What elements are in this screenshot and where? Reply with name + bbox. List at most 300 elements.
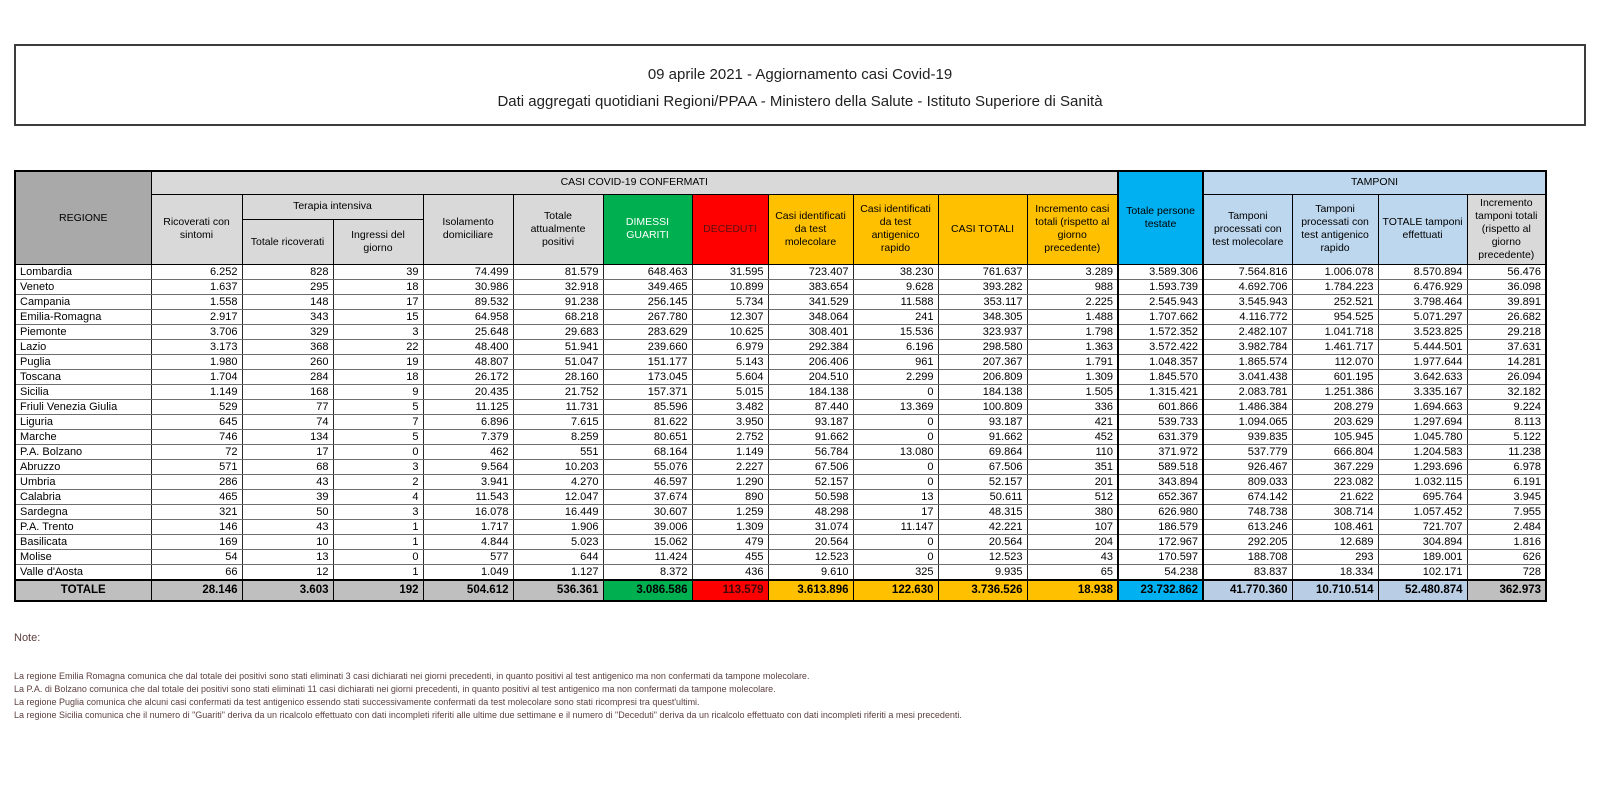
value-cell: 368 [242, 340, 333, 355]
value-cell: 571 [151, 460, 242, 475]
notes-label: Note: [14, 631, 41, 644]
value-cell: 4 [333, 490, 423, 505]
value-cell: 13 [853, 490, 938, 505]
value-cell: 353.117 [938, 295, 1027, 310]
value-cell: 652.367 [1118, 490, 1203, 505]
value-cell: 1.572.352 [1118, 325, 1203, 340]
value-cell: 577 [423, 550, 513, 565]
value-cell: 267.780 [603, 310, 692, 325]
value-cell: 3.482 [692, 400, 768, 415]
value-cell: 1.127 [513, 565, 603, 580]
value-cell: 3 [333, 460, 423, 475]
value-cell: 626 [1467, 550, 1546, 565]
total-cell: 3.736.526 [938, 580, 1027, 601]
value-cell: 2.299 [853, 370, 938, 385]
header-deceduti: DECEDUTI [692, 194, 768, 265]
value-cell: 146 [151, 520, 242, 535]
value-cell: 308.401 [768, 325, 853, 340]
value-cell: 348.305 [938, 310, 1027, 325]
value-cell: 9.564 [423, 460, 513, 475]
value-cell: 38.230 [853, 265, 938, 280]
value-cell: 452 [1027, 430, 1118, 445]
table-row [15, 400, 1546, 415]
value-cell: 43 [1027, 550, 1118, 565]
value-cell: 293 [1292, 550, 1378, 565]
value-cell: 380 [1027, 505, 1118, 520]
value-cell: 1.049 [423, 565, 513, 580]
value-cell: 54.238 [1118, 565, 1203, 580]
value-cell: 3.173 [151, 340, 242, 355]
total-cell: 536.361 [513, 580, 603, 601]
value-cell: 1.486.384 [1203, 400, 1292, 415]
value-cell: 5.143 [692, 355, 768, 370]
value-cell: 341.529 [768, 295, 853, 310]
value-cell: 304.894 [1378, 535, 1467, 550]
value-cell: 721.707 [1378, 520, 1467, 535]
value-cell: 292.205 [1203, 535, 1292, 550]
value-cell: 14.281 [1467, 355, 1546, 370]
value-cell: 20.435 [423, 385, 513, 400]
value-cell: 18 [333, 280, 423, 295]
value-cell: 10.625 [692, 325, 768, 340]
value-cell: 31.595 [692, 265, 768, 280]
value-cell: 1.798 [1027, 325, 1118, 340]
value-cell: 81.579 [513, 265, 603, 280]
value-cell: 83.837 [1203, 565, 1292, 580]
value-cell: 613.246 [1203, 520, 1292, 535]
value-cell: 939.835 [1203, 430, 1292, 445]
value-cell: 43 [242, 520, 333, 535]
value-cell: 18 [333, 370, 423, 385]
value-cell: 239.660 [603, 340, 692, 355]
value-cell: 626.980 [1118, 505, 1203, 520]
value-cell: 284 [242, 370, 333, 385]
table-row [15, 565, 1546, 580]
value-cell: 436 [692, 565, 768, 580]
note-line: La regione Sicilia comunica che il numero di "Guariti" deriva da un ricalcolo effettuato con dati incompleti riferiti alle ultime due settimane e il numero di "Deceduti" deriva da un ricalcolo effettuato con dati incompleti riferiti a mesi precedenti. [14, 709, 962, 720]
value-cell: 3.950 [692, 415, 768, 430]
value-cell: 512 [1027, 490, 1118, 505]
value-cell: 348.064 [768, 310, 853, 325]
value-cell: 3.572.422 [1118, 340, 1203, 355]
value-cell: 51.941 [513, 340, 603, 355]
table-row [15, 370, 1546, 385]
value-cell: 2.917 [151, 310, 242, 325]
value-cell: 1.149 [692, 445, 768, 460]
value-cell: 343 [242, 310, 333, 325]
value-cell: 1.293.696 [1378, 460, 1467, 475]
value-cell: 11.588 [853, 295, 938, 310]
value-cell: 173.045 [603, 370, 692, 385]
value-cell: 22 [333, 340, 423, 355]
value-cell: 479 [692, 535, 768, 550]
total-cell: 113.579 [692, 580, 768, 601]
value-cell: 1.488 [1027, 310, 1118, 325]
header-tamponi-molecolare: Tamponi processati con test molecolare [1203, 194, 1292, 265]
notes-lines [14, 670, 1586, 722]
value-cell: 12.307 [692, 310, 768, 325]
value-cell: 184.138 [938, 385, 1027, 400]
bulletin-subtitle: Dati aggregati quotidiani Regioni/PPAA - Ministero della Salute - Istituto Superiore di Sanità [497, 93, 1103, 110]
value-cell: 11.731 [513, 400, 603, 415]
value-cell: 72 [151, 445, 242, 460]
value-cell: 37.674 [603, 490, 692, 505]
value-cell: 48.400 [423, 340, 513, 355]
region-cell: Marche [15, 430, 151, 445]
value-cell: 1.637 [151, 280, 242, 295]
value-cell: 107 [1027, 520, 1118, 535]
value-cell: 298.580 [938, 340, 1027, 355]
value-cell: 325 [853, 565, 938, 580]
value-cell: 74.499 [423, 265, 513, 280]
header-casi-antigenico: Casi identificati da test antigenico rapido [853, 194, 938, 265]
value-cell: 203.629 [1292, 415, 1378, 430]
value-cell: 3.941 [423, 475, 513, 490]
value-cell: 15.536 [853, 325, 938, 340]
total-cell: 28.146 [151, 580, 242, 601]
value-cell: 1.315.421 [1118, 385, 1203, 400]
value-cell: 11.125 [423, 400, 513, 415]
value-cell: 21.622 [1292, 490, 1378, 505]
value-cell: 93.187 [938, 415, 1027, 430]
value-cell: 52.157 [938, 475, 1027, 490]
note-line: La regione Emilia Romagna comunica che dal totale dei positivi sono stati eliminati 3 casi dichiarati nei giorni precedenti, in quanto positivi al test antigenico ma non confermati da tampone molecolare. [14, 670, 810, 681]
value-cell: 723.407 [768, 265, 853, 280]
value-cell: 207.367 [938, 355, 1027, 370]
value-cell: 28.160 [513, 370, 603, 385]
value-cell: 55.076 [603, 460, 692, 475]
region-cell: Valle d'Aosta [15, 565, 151, 580]
value-cell: 184.138 [768, 385, 853, 400]
value-cell: 728 [1467, 565, 1546, 580]
value-cell: 12.523 [768, 550, 853, 565]
value-cell: 12 [242, 565, 333, 580]
value-cell: 988 [1027, 280, 1118, 295]
value-cell: 1.791 [1027, 355, 1118, 370]
value-cell: 148 [242, 295, 333, 310]
value-cell: 20.564 [768, 535, 853, 550]
notes-section [14, 632, 1586, 722]
value-cell: 336 [1027, 400, 1118, 415]
region-cell: Umbria [15, 475, 151, 490]
value-cell: 48.298 [768, 505, 853, 520]
value-cell: 1.041.718 [1292, 325, 1378, 340]
value-cell: 6.476.929 [1378, 280, 1467, 295]
value-cell: 1.204.583 [1378, 445, 1467, 460]
value-cell: 746 [151, 430, 242, 445]
value-cell: 1.251.386 [1292, 385, 1378, 400]
value-cell: 3.523.825 [1378, 325, 1467, 340]
value-cell: 5.122 [1467, 430, 1546, 445]
value-cell: 56.784 [768, 445, 853, 460]
value-cell: 43 [242, 475, 333, 490]
value-cell: 48.315 [938, 505, 1027, 520]
value-cell: 4.844 [423, 535, 513, 550]
total-cell: 3.086.586 [603, 580, 692, 601]
value-cell: 68 [242, 460, 333, 475]
table-row [15, 475, 1546, 490]
value-cell: 13 [242, 550, 333, 565]
value-cell: 91.662 [938, 430, 1027, 445]
value-cell: 1.461.717 [1292, 340, 1378, 355]
value-cell: 10.899 [692, 280, 768, 295]
value-cell: 2.227 [692, 460, 768, 475]
value-cell: 1 [333, 535, 423, 550]
region-cell: Piemonte [15, 325, 151, 340]
value-cell: 1.593.739 [1118, 280, 1203, 295]
value-cell: 102.171 [1378, 565, 1467, 580]
value-cell: 1.290 [692, 475, 768, 490]
value-cell: 31.074 [768, 520, 853, 535]
value-cell: 0 [853, 460, 938, 475]
value-cell: 761.637 [938, 265, 1027, 280]
value-cell: 30.986 [423, 280, 513, 295]
value-cell: 1.297.694 [1378, 415, 1467, 430]
value-cell: 1.906 [513, 520, 603, 535]
value-cell: 4.116.772 [1203, 310, 1292, 325]
value-cell: 3.982.784 [1203, 340, 1292, 355]
header-isolamento: Isolamento domiciliare [423, 194, 513, 265]
header-regione: REGIONE [15, 171, 151, 265]
table-row [15, 295, 1546, 310]
value-cell: 926.467 [1203, 460, 1292, 475]
region-cell: Sardegna [15, 505, 151, 520]
region-cell: Veneto [15, 280, 151, 295]
value-cell: 5.023 [513, 535, 603, 550]
value-cell: 56.476 [1467, 265, 1546, 280]
value-cell: 3.335.167 [1378, 385, 1467, 400]
value-cell: 69.864 [938, 445, 1027, 460]
header-incremento-tamponi: Incremento tamponi totali (rispetto al giorno precedente) [1467, 194, 1546, 265]
value-cell: 1.045.780 [1378, 430, 1467, 445]
value-cell: 17 [242, 445, 333, 460]
table-row [15, 520, 1546, 535]
value-cell: 241 [853, 310, 938, 325]
value-cell: 1.057.452 [1378, 505, 1467, 520]
value-cell: 329 [242, 325, 333, 340]
value-cell: 54 [151, 550, 242, 565]
value-cell: 67.506 [768, 460, 853, 475]
value-cell: 367.229 [1292, 460, 1378, 475]
value-cell: 9.935 [938, 565, 1027, 580]
value-cell: 1.309 [1027, 370, 1118, 385]
value-cell: 954.525 [1292, 310, 1378, 325]
table-body [15, 265, 1546, 580]
value-cell: 20.564 [938, 535, 1027, 550]
header-casi-totali: CASI TOTALI [938, 194, 1027, 265]
value-cell: 89.532 [423, 295, 513, 310]
value-cell: 529 [151, 400, 242, 415]
value-cell: 3.289 [1027, 265, 1118, 280]
value-cell: 25.648 [423, 325, 513, 340]
value-cell: 5 [333, 430, 423, 445]
value-cell: 65 [1027, 565, 1118, 580]
value-cell: 134 [242, 430, 333, 445]
value-cell: 1.259 [692, 505, 768, 520]
total-cell: 52.480.874 [1378, 580, 1467, 601]
value-cell: 1.845.570 [1118, 370, 1203, 385]
table-row [15, 415, 1546, 430]
total-cell: 18.938 [1027, 580, 1118, 601]
value-cell: 30.607 [603, 505, 692, 520]
header-casi-molecolare: Casi identificati da test molecolare [768, 194, 853, 265]
value-cell: 169 [151, 535, 242, 550]
value-cell: 67.506 [938, 460, 1027, 475]
value-cell: 12.689 [1292, 535, 1378, 550]
value-cell: 64.958 [423, 310, 513, 325]
value-cell: 8.259 [513, 430, 603, 445]
value-cell: 421 [1027, 415, 1118, 430]
value-cell: 283.629 [603, 325, 692, 340]
table-row [15, 535, 1546, 550]
value-cell: 645 [151, 415, 242, 430]
value-cell: 108.461 [1292, 520, 1378, 535]
value-cell: 2.482.107 [1203, 325, 1292, 340]
header-tamponi-antigenico: Tamponi processati con test antigenico rapido [1292, 194, 1378, 265]
value-cell: 3.945 [1467, 490, 1546, 505]
value-cell: 9.628 [853, 280, 938, 295]
total-cell: 192 [333, 580, 423, 601]
value-cell: 4.270 [513, 475, 603, 490]
value-cell: 1.149 [151, 385, 242, 400]
value-cell: 7 [333, 415, 423, 430]
header-terapia-intensiva: Terapia intensiva [242, 194, 423, 220]
value-cell: 4.692.706 [1203, 280, 1292, 295]
table-row [15, 325, 1546, 340]
value-cell: 465 [151, 490, 242, 505]
value-cell: 809.033 [1203, 475, 1292, 490]
value-cell: 828 [242, 265, 333, 280]
bulletin-title: 09 aprile 2021 - Aggiornamento casi Covid-19 [647, 66, 953, 83]
total-cell: 3.613.896 [768, 580, 853, 601]
value-cell: 3.798.464 [1378, 295, 1467, 310]
value-cell: 631.379 [1118, 430, 1203, 445]
band-casi-confermati: CASI COVID-19 CONFERMATI [151, 171, 1118, 194]
value-cell: 206.406 [768, 355, 853, 370]
value-cell: 2 [333, 475, 423, 490]
value-cell: 172.967 [1118, 535, 1203, 550]
value-cell: 11.147 [853, 520, 938, 535]
value-cell: 0 [853, 550, 938, 565]
value-cell: 21.752 [513, 385, 603, 400]
total-cell: 10.710.514 [1292, 580, 1378, 601]
value-cell: 100.809 [938, 400, 1027, 415]
value-cell: 351 [1027, 460, 1118, 475]
value-cell: 5.604 [692, 370, 768, 385]
value-cell: 39.006 [603, 520, 692, 535]
value-cell: 455 [692, 550, 768, 565]
value-cell: 1.505 [1027, 385, 1118, 400]
region-cell: P.A. Trento [15, 520, 151, 535]
value-cell: 10.203 [513, 460, 603, 475]
table-header [15, 171, 1546, 265]
value-cell: 1.094.065 [1203, 415, 1292, 430]
value-cell: 168 [242, 385, 333, 400]
value-cell: 1.784.223 [1292, 280, 1378, 295]
value-cell: 260 [242, 355, 333, 370]
value-cell: 29.218 [1467, 325, 1546, 340]
value-cell: 1.977.644 [1378, 355, 1467, 370]
value-cell: 2.752 [692, 430, 768, 445]
value-cell: 170.597 [1118, 550, 1203, 565]
value-cell: 1 [333, 520, 423, 535]
value-cell: 539.733 [1118, 415, 1203, 430]
value-cell: 666.804 [1292, 445, 1378, 460]
header-ingressi-giorno: Ingressi del giorno [333, 220, 423, 265]
value-cell: 19 [333, 355, 423, 370]
value-cell: 1.558 [151, 295, 242, 310]
value-cell: 601.866 [1118, 400, 1203, 415]
value-cell: 50.611 [938, 490, 1027, 505]
value-cell: 204.510 [768, 370, 853, 385]
value-cell: 87.440 [768, 400, 853, 415]
value-cell: 208.279 [1292, 400, 1378, 415]
value-cell: 1.048.357 [1118, 355, 1203, 370]
total-cell: 362.973 [1467, 580, 1546, 601]
value-cell: 6.979 [692, 340, 768, 355]
value-cell: 11.424 [603, 550, 692, 565]
value-cell: 0 [853, 430, 938, 445]
value-cell: 17 [333, 295, 423, 310]
value-cell: 1.865.574 [1203, 355, 1292, 370]
region-cell: Molise [15, 550, 151, 565]
table-row [15, 280, 1546, 295]
value-cell: 66 [151, 565, 242, 580]
value-cell: 80.651 [603, 430, 692, 445]
value-cell: 393.282 [938, 280, 1027, 295]
value-cell: 112.070 [1292, 355, 1378, 370]
region-cell: Basilicata [15, 535, 151, 550]
value-cell: 93.187 [768, 415, 853, 430]
header-totale-ricoverati: Totale ricoverati [242, 220, 333, 265]
value-cell: 1 [333, 565, 423, 580]
value-cell: 16.078 [423, 505, 513, 520]
header-incremento-casi: Incremento casi totali (rispetto al giorno precedente) [1027, 194, 1118, 265]
total-cell: 23.732.862 [1118, 580, 1203, 601]
value-cell: 7.564.816 [1203, 265, 1292, 280]
table-row [15, 430, 1546, 445]
value-cell: 189.001 [1378, 550, 1467, 565]
value-cell: 110 [1027, 445, 1118, 460]
value-cell: 371.972 [1118, 445, 1203, 460]
value-cell: 151.177 [603, 355, 692, 370]
value-cell: 1.006.078 [1292, 265, 1378, 280]
value-cell: 9.610 [768, 565, 853, 580]
value-cell: 39.891 [1467, 295, 1546, 310]
value-cell: 51.047 [513, 355, 603, 370]
total-row [15, 580, 1546, 601]
value-cell: 8.113 [1467, 415, 1546, 430]
table-footer [15, 580, 1546, 601]
value-cell: 50 [242, 505, 333, 520]
value-cell: 223.082 [1292, 475, 1378, 490]
value-cell: 1.980 [151, 355, 242, 370]
table-row [15, 505, 1546, 520]
total-cell: 122.630 [853, 580, 938, 601]
value-cell: 37.631 [1467, 340, 1546, 355]
value-cell: 2.225 [1027, 295, 1118, 310]
title-box [14, 44, 1586, 126]
value-cell: 12.523 [938, 550, 1027, 565]
value-cell: 17 [853, 505, 938, 520]
value-cell: 68.164 [603, 445, 692, 460]
value-cell: 68.218 [513, 310, 603, 325]
value-cell: 11.238 [1467, 445, 1546, 460]
value-cell: 961 [853, 355, 938, 370]
value-cell: 32.918 [513, 280, 603, 295]
band-tamponi: TAMPONI [1203, 171, 1546, 194]
value-cell: 292.384 [768, 340, 853, 355]
